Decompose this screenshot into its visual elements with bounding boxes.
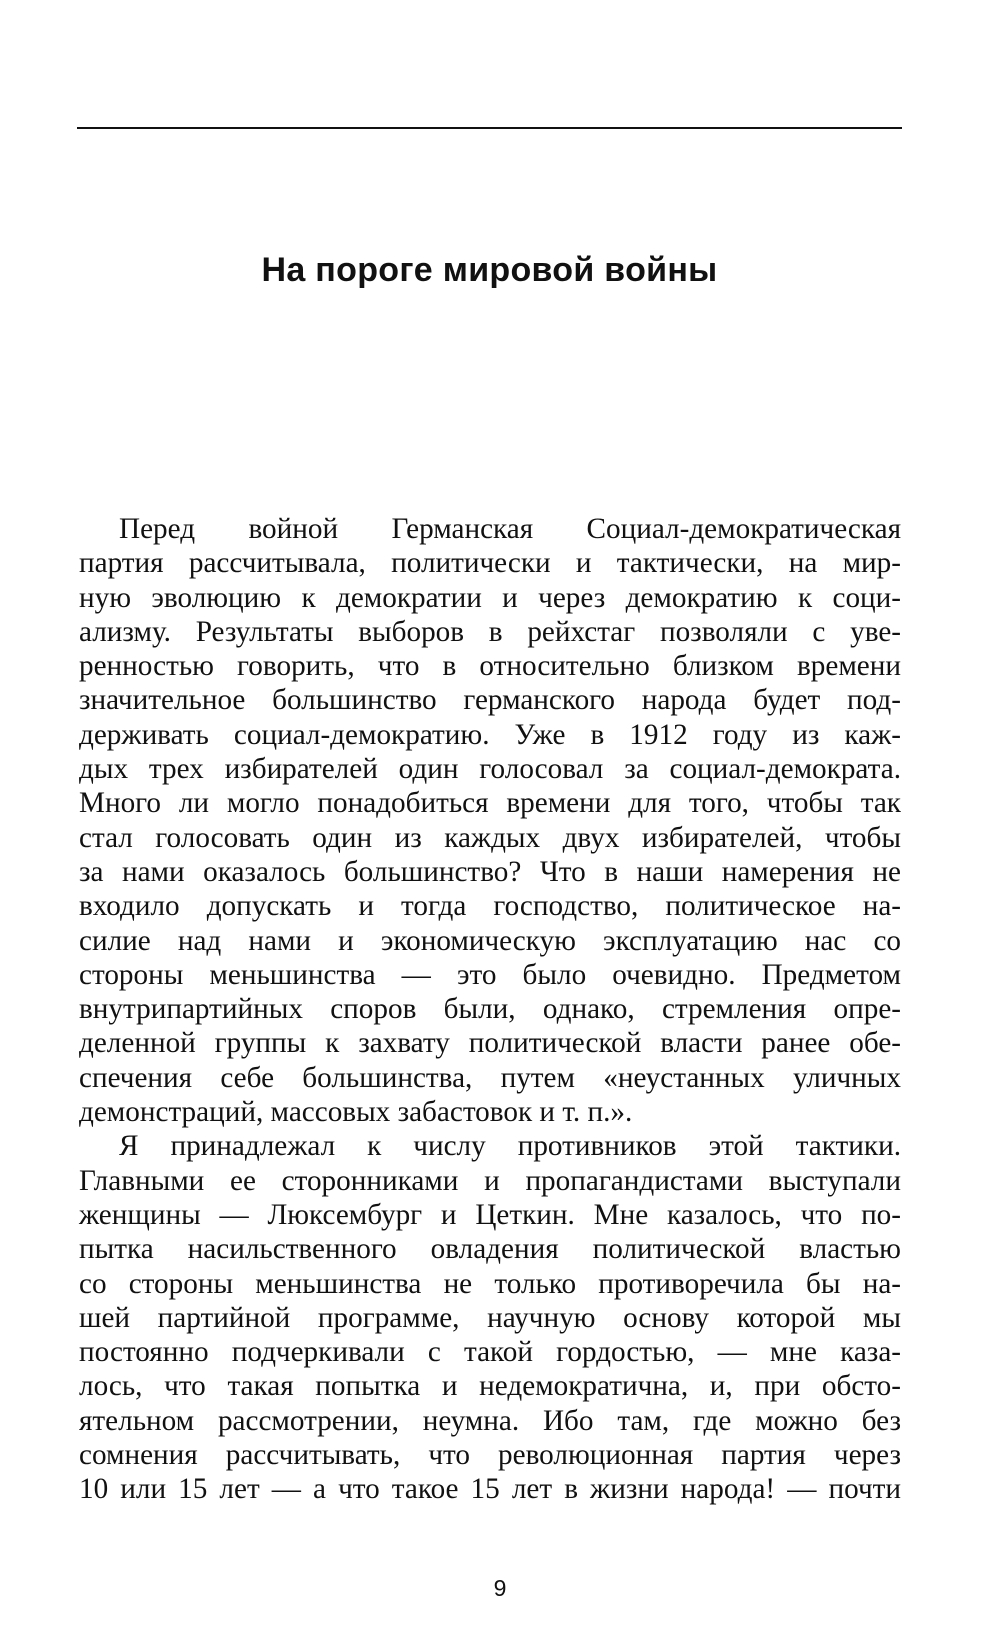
text-line: сомнения рассчитывать, что революционная партия через: [79, 1439, 901, 1472]
text-line: стороны меньшинства — это было очевидно. Предметом: [79, 958, 901, 991]
text-line: значительное большинство германского народа будет под-: [79, 684, 901, 717]
text-line: за нами оказалось большинство? Что в наши намерения не: [79, 855, 901, 888]
text-line: партия рассчитывала, политически и тактически, на мир-: [79, 547, 901, 580]
text-line: внутрипартийных споров были, однако, стремления опре-: [79, 993, 901, 1026]
text-line: входило допускать и тогда господство, политическое на-: [79, 890, 901, 923]
text-line: 10 или 15 лет — а что такое 15 лет в жизни народа! — почти: [79, 1473, 901, 1506]
text-line: лось, что такая попытка и недемократична, и, при обсто-: [79, 1370, 901, 1403]
chapter-title: На пороге мировой войны: [261, 251, 718, 289]
text-line: постоянно подчеркивали с такой гордостью, — мне каза-: [79, 1336, 901, 1369]
text-line: спечения себе большинства, путем «неустанных уличных: [79, 1061, 901, 1094]
page-number: 9: [493, 1575, 507, 1601]
text-line: Главными ее сторонниками и пропагандистами выступали: [79, 1164, 901, 1197]
text-line: женщины — Люксембург и Цеткин. Мне казалось, что по-: [79, 1198, 901, 1231]
text-line: шей партийной программе, научную основу которой мы: [79, 1301, 901, 1334]
text-line: ализму. Результаты выборов в рейхстаг позволяли с уве-: [79, 615, 901, 648]
text-line: Много ли могло понадобиться времени для того, чтобы так: [79, 787, 901, 820]
paragraph-1: [79, 512, 901, 1129]
text-line: Перед войной Германская Социал-демократическая: [119, 513, 901, 545]
text-line: Я принадлежал к числу противников этой тактики.: [119, 1130, 901, 1163]
text-line: ную эволюцию к демократии и через демократию к соци-: [79, 581, 901, 614]
text-line: держивать социал-демократию. Уже в 1912 году из каж-: [79, 718, 901, 751]
text-line: силие над нами и экономическую эксплуатацию нас со: [79, 924, 901, 957]
paragraph-2: [79, 1129, 901, 1506]
text-line: стал голосовать один из каждых двух избирателей, чтобы: [79, 821, 901, 854]
text-line: со стороны меньшинства не только противоречила бы на-: [79, 1267, 901, 1300]
text-line: дых трех избирателей один голосовал за социал-демократа.: [79, 753, 901, 786]
body-text: [79, 512, 901, 1507]
text-line: пытка насильственного овладения политической властью: [79, 1233, 901, 1266]
text-line: демонстраций, массовых забастовок и т. п.».: [79, 1096, 633, 1129]
header-rule: [77, 127, 902, 129]
text-line: деленной группы к захвату политической власти ранее обе-: [79, 1027, 901, 1060]
text-line: ренностью говорить, что в относительно близком времени: [79, 650, 901, 683]
text-line: ятельном рассмотрении, неумна. Ибо там, где можно без: [79, 1404, 901, 1437]
